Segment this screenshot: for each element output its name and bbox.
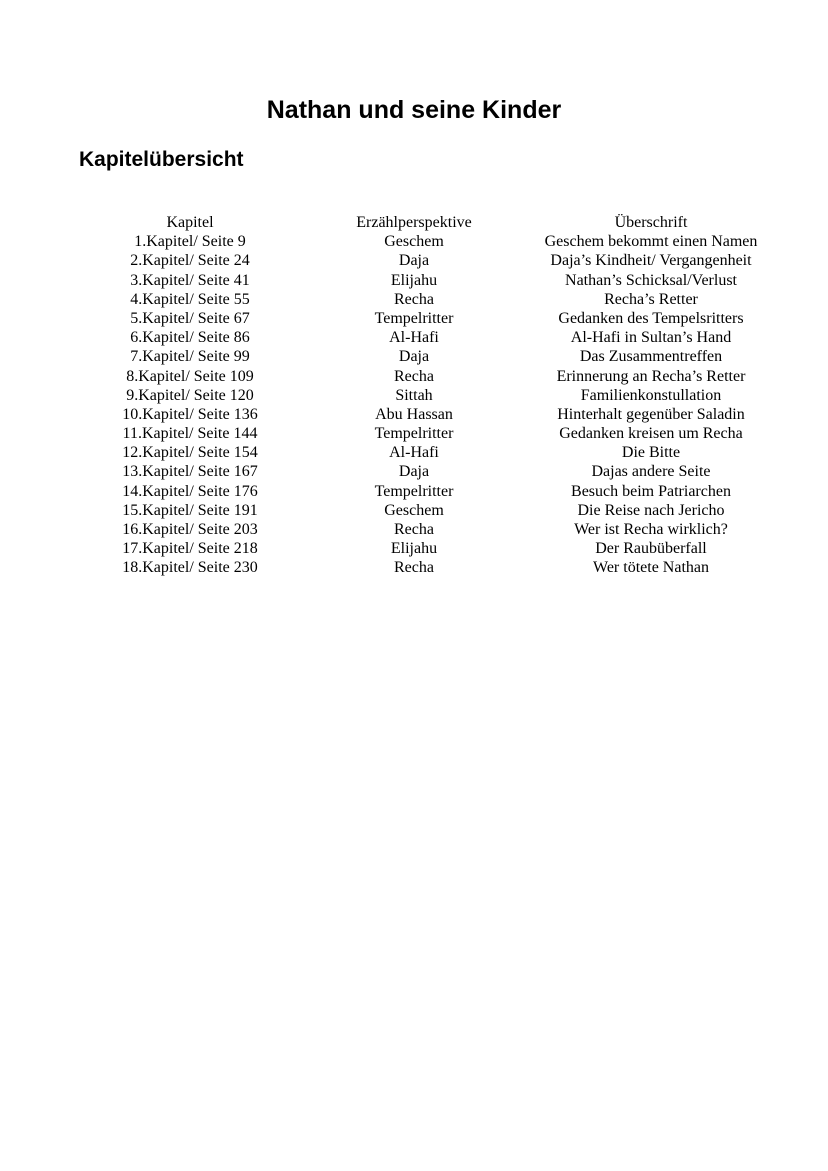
heading-cell: Nathan’s Schicksal/Verlust [565,271,737,289]
chapter-cell: 6.Kapitel/ Seite 86 [130,329,250,347]
table-row [0,328,828,347]
heading-cell: Hinterhalt gegenüber Saladin [557,405,745,423]
heading-cell: Recha’s Retter [604,290,698,308]
heading-cell: Besuch beim Patriarchen [571,482,731,500]
heading-cell: Gedanken kreisen um Recha [559,425,743,443]
header-chapter: Kapitel [166,214,214,231]
table-row [0,405,828,424]
header-perspective: Erzählperspektive [356,214,472,231]
heading-cell: Familienkonstullation [580,386,722,404]
chapter-cell: 10.Kapitel/ Seite 136 [122,405,258,423]
perspective-cell: Recha [394,367,434,385]
heading-cell: Al-Hafi in Sultan’s Hand [570,329,732,347]
heading-cell: Erinnerung an Recha’s Retter [556,367,746,385]
perspective-cell: Tempelritter [374,425,454,443]
chapter-cell: 5.Kapitel/ Seite 67 [130,309,250,327]
heading-cell: Der Raubüberfall [595,540,707,558]
perspective-cell: Tempelritter [374,482,454,500]
perspective-cell: Daja [398,463,430,481]
heading-cell: Geschem bekommt einen Namen [544,233,758,251]
table-row [0,290,828,309]
heading-cell: Wer ist Recha wirklich? [574,521,728,538]
chapter-cell: 13.Kapitel/ Seite 167 [122,463,258,481]
heading-cell: Die Reise nach Jericho [577,501,725,519]
table-row [0,501,828,520]
perspective-cell: Sittah [395,386,433,404]
heading-cell: Dajas andere Seite [591,463,711,481]
perspective-cell: Tempelritter [374,309,454,327]
perspective-cell: Geschem [384,501,444,519]
perspective-cell: Al-Hafi [389,329,439,347]
chapter-cell: 11.Kapitel/ Seite 144 [122,425,258,443]
table-row [0,424,828,443]
table-row [0,367,828,386]
chapter-cell: 7.Kapitel/ Seite 99 [130,348,250,366]
chapter-cell: 18.Kapitel/ Seite 230 [122,559,258,577]
perspective-cell: Daja [398,348,430,366]
perspective-cell: Daja [398,252,430,270]
heading-cell: Daja’s Kindheit/ Vergangenheit [550,252,752,270]
table-row [0,558,828,577]
perspective-cell: Geschem [384,233,444,251]
chapter-cell: 16.Kapitel/ Seite 203 [122,521,258,538]
chapter-cell: 2.Kapitel/ Seite 24 [130,252,250,270]
heading-cell: Gedanken des Tempelsritters [558,309,744,327]
heading-cell: Die Bitte [621,444,681,462]
table-row [0,271,828,290]
perspective-cell: Recha [394,290,434,308]
table-row [0,462,828,481]
heading-cell: Wer tötete Nathan [593,559,709,577]
perspective-cell: Recha [394,559,434,577]
table-row [0,443,828,462]
chapter-cell: 12.Kapitel/ Seite 154 [122,444,258,462]
table-row [0,482,828,501]
chapter-cell: 1.Kapitel/ Seite 9 [134,233,246,251]
heading-cell: Das Zusammentreffen [579,348,723,366]
table-row [0,520,828,539]
chapter-cell: 3.Kapitel/ Seite 41 [130,271,250,289]
perspective-cell: Recha [394,521,434,538]
table-body [0,232,828,577]
table-row [0,251,828,270]
table-row [0,347,828,366]
chapter-cell: 17.Kapitel/ Seite 218 [122,540,258,558]
table-row [0,232,828,251]
document-title: Nathan und seine Kinder [266,96,562,124]
chapter-cell: 15.Kapitel/ Seite 191 [122,501,258,519]
chapter-cell: 8.Kapitel/ Seite 109 [126,367,254,385]
table-row [0,539,828,558]
chapter-cell: 4.Kapitel/ Seite 55 [130,290,250,308]
perspective-cell: Abu Hassan [375,405,453,423]
chapter-cell: 9.Kapitel/ Seite 120 [126,386,254,404]
chapter-table [0,213,828,578]
chapter-cell: 14.Kapitel/ Seite 176 [122,482,258,500]
table-row [0,386,828,405]
perspective-cell: Al-Hafi [389,444,439,462]
perspective-cell: Elijahu [390,271,438,289]
header-heading: Überschrift [614,214,688,231]
perspective-cell: Elijahu [390,540,438,558]
table-header-row [0,213,828,232]
section-title: Kapitelübersicht [79,148,244,171]
table-row [0,309,828,328]
